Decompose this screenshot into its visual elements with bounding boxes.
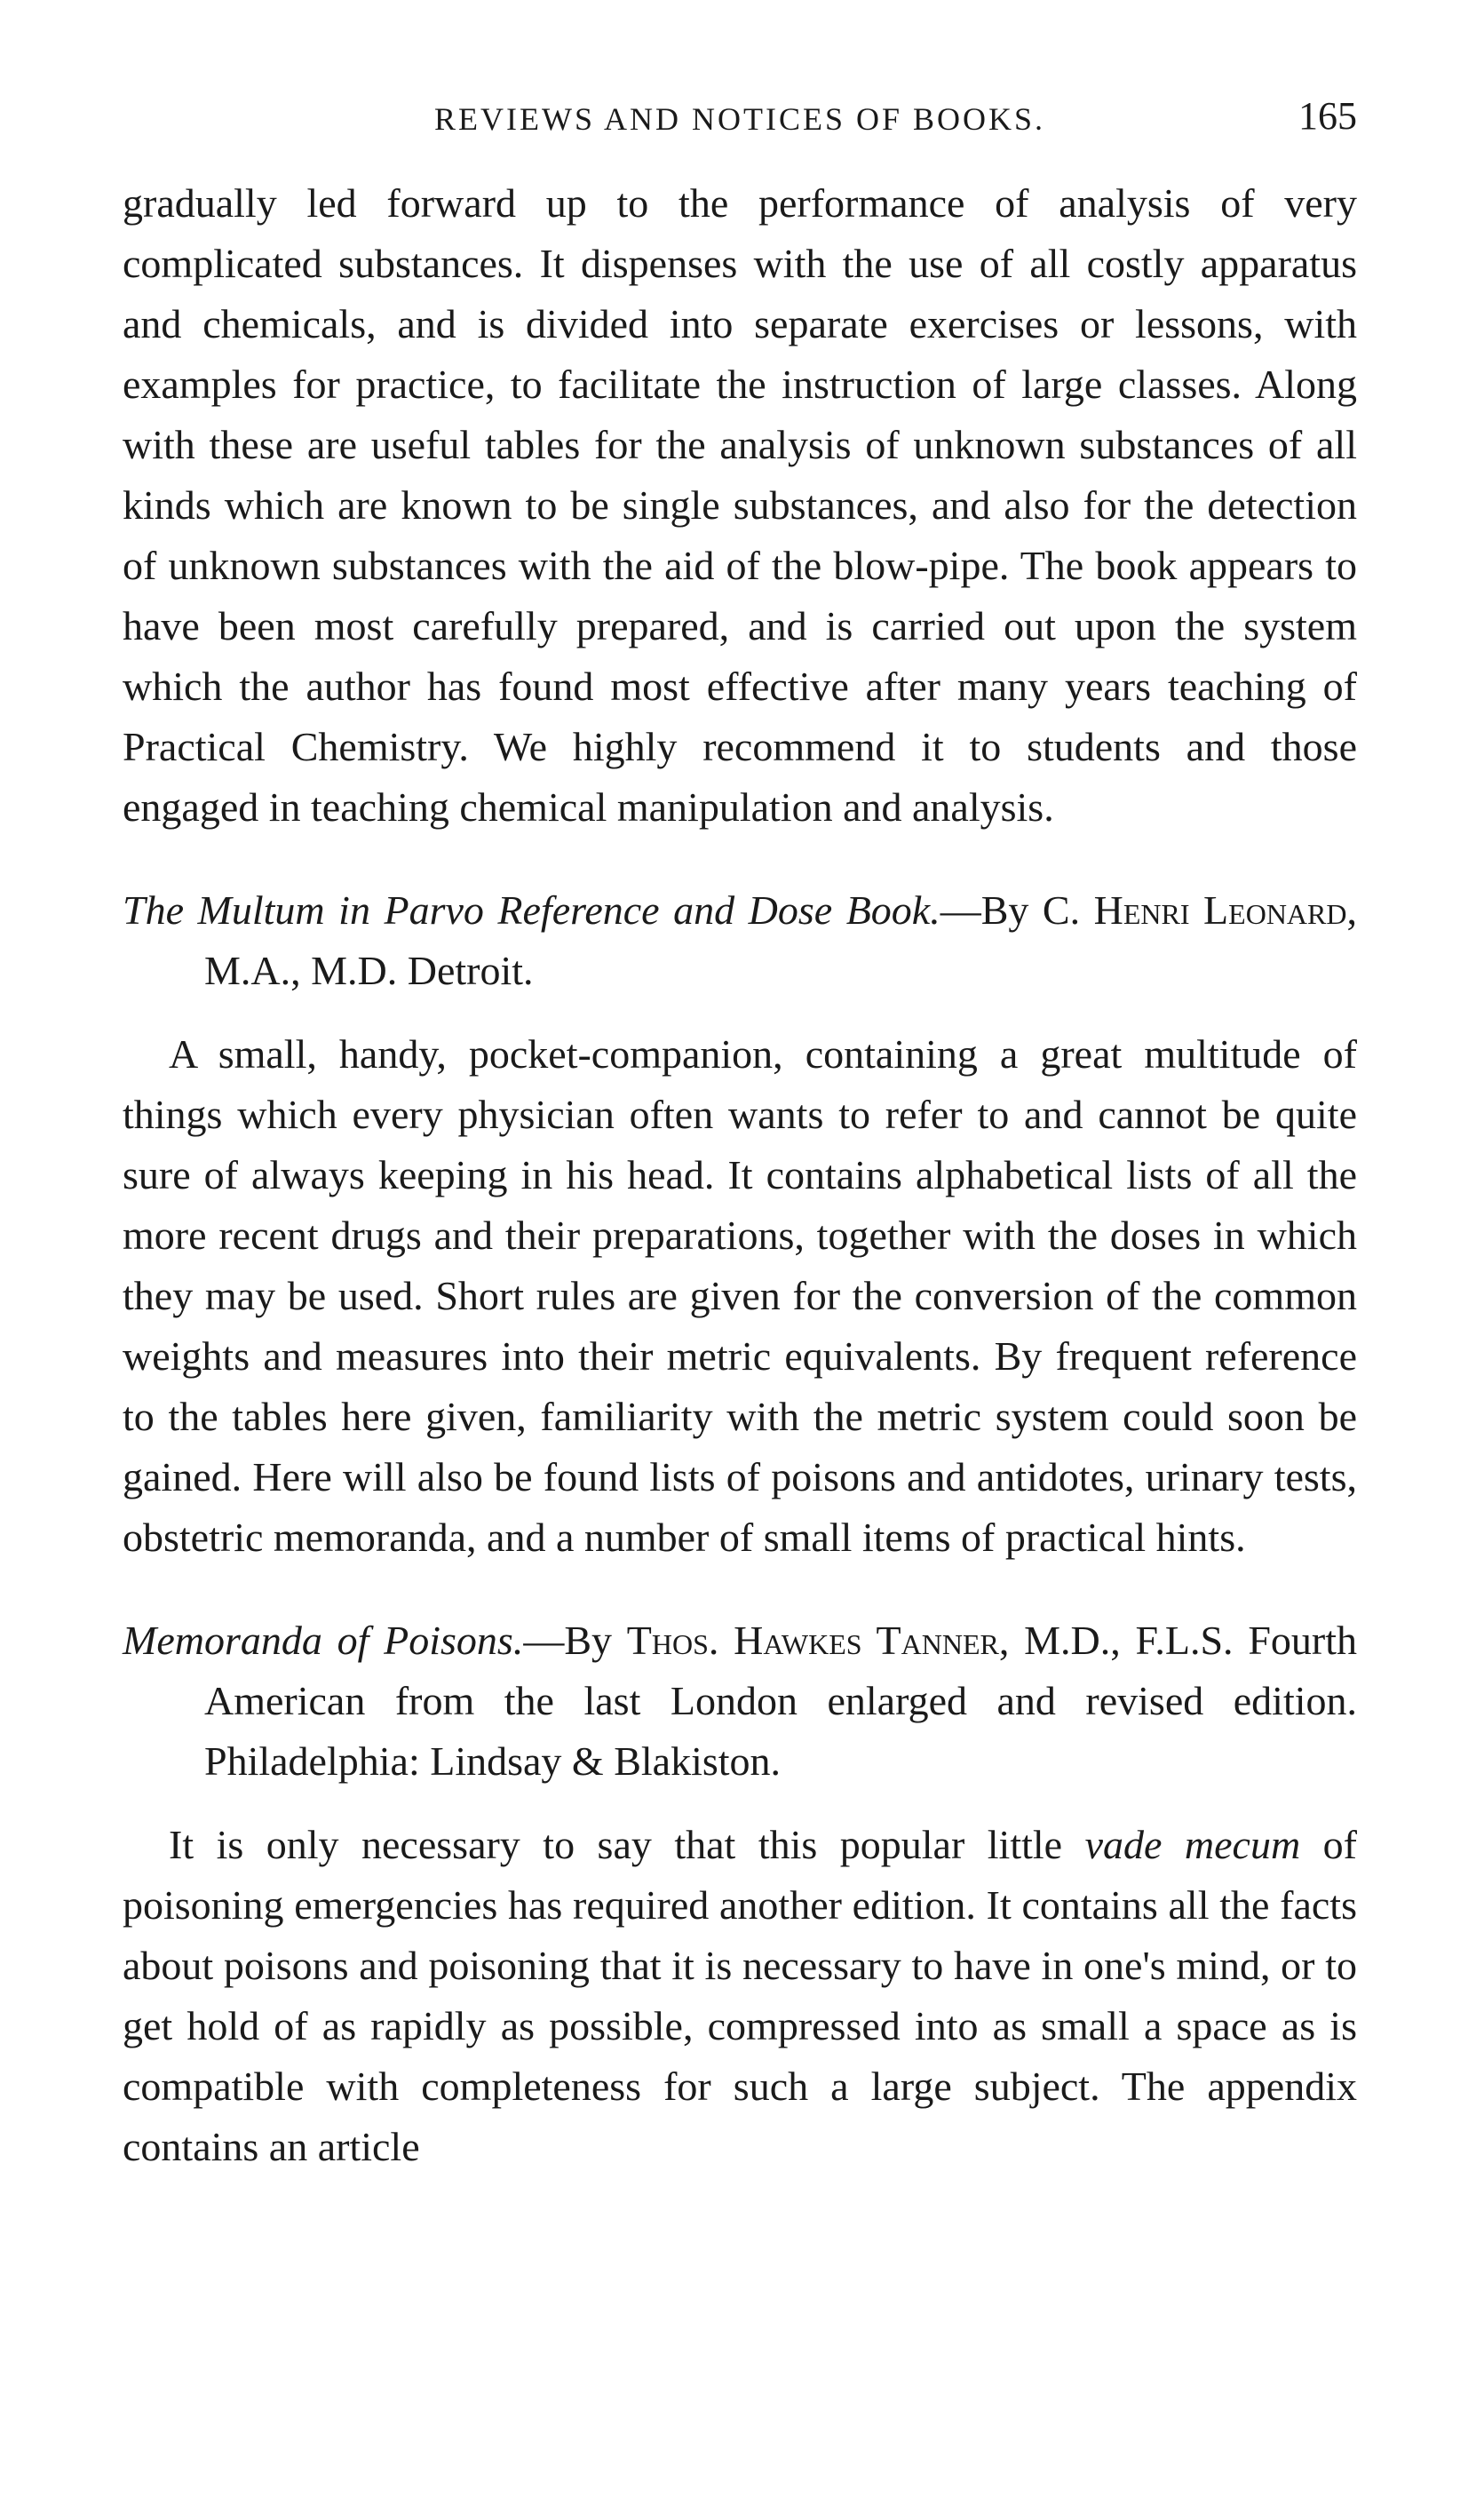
running-head: [123, 93, 1357, 147]
section-gap: [123, 1001, 1357, 1024]
book-title: Memoranda of Poisons.: [123, 1618, 524, 1663]
book-title: The Multum in Parvo Reference and Dose Book.: [123, 887, 940, 933]
review-text: It is only necessary to say that this popular little: [169, 1822, 1085, 1867]
section-gap: [123, 1792, 1357, 1815]
section-gap: [123, 1568, 1357, 1610]
paragraph-continuation: gradually led forward up to the performance of analysis of very complicated substances. It dispenses with the use of all costly apparatus and chemicals, and is divided into separate exercises or lessons, with examples for practice, to facilitate the instruction of large classes. Along with these are useful tables for the analysis of unknown substances of all kinds which are known to be single substances, and also for the detection of unknown substances with the aid of the blow-pipe. The book appears to have been most carefully prepared, and is carried out upon the system which the author has found most effective after many years teaching of Practical Chemistry. We highly recommend it to students and those engaged in teaching chemical manipulation and analysis.: [123, 180, 1357, 830]
book-entry-heading: [123, 1610, 1357, 1792]
heading-separator: —By C.: [940, 887, 1094, 933]
book-details: , M.D., F.L.S. Fourth American from the last London enlarged and revised edition. Philadelphia: Lindsay & Blakiston.: [204, 1618, 1358, 1784]
book-details: , M.A., M.D. Detroit.: [204, 887, 1357, 993]
heading-separator: —By: [523, 1618, 627, 1663]
book-review-paragraph: A small, handy, pocket-companion, containing a great multitude of things which every physician often wants to refer to and cannot be quite sure of always keeping in his head. It contains alphabetical lists of all the more recent drugs and their preparations, together with the doses in which they may be used. Short rules are given for the conversion of the common weights and measures into their metric equivalents. By frequent reference to the tables here given, familiarity with the metric system could soon be gained. Here will also be found lists of poisons and antidotes, urinary tests, obstetric memoranda, and a number of small items of practical hints.: [123, 1031, 1357, 1560]
review-italic-phrase: vade mecum: [1084, 1822, 1301, 1867]
review-text: of poisoning emergencies has required another edition. It contains all the facts about poisons and poisoning that it is necessary to have in one's mind, or to get hold of as rapidly as possible, compressed into as small a space as is compatible with completeness for such a large subject. The appendix contains an article: [123, 1822, 1357, 2169]
running-title: REVIEWS AND NOTICES OF BOOKS.: [433, 101, 1046, 137]
book-author: Thos. Hawkes Tanner: [626, 1618, 999, 1663]
section-gap: [123, 838, 1357, 880]
body-text: [123, 173, 1357, 2177]
book-entry-heading: [123, 880, 1357, 1001]
page-number: 165: [1298, 94, 1357, 138]
book-review-paragraph: [123, 1815, 1357, 2177]
book-author: Henri Leonard: [1093, 887, 1347, 933]
